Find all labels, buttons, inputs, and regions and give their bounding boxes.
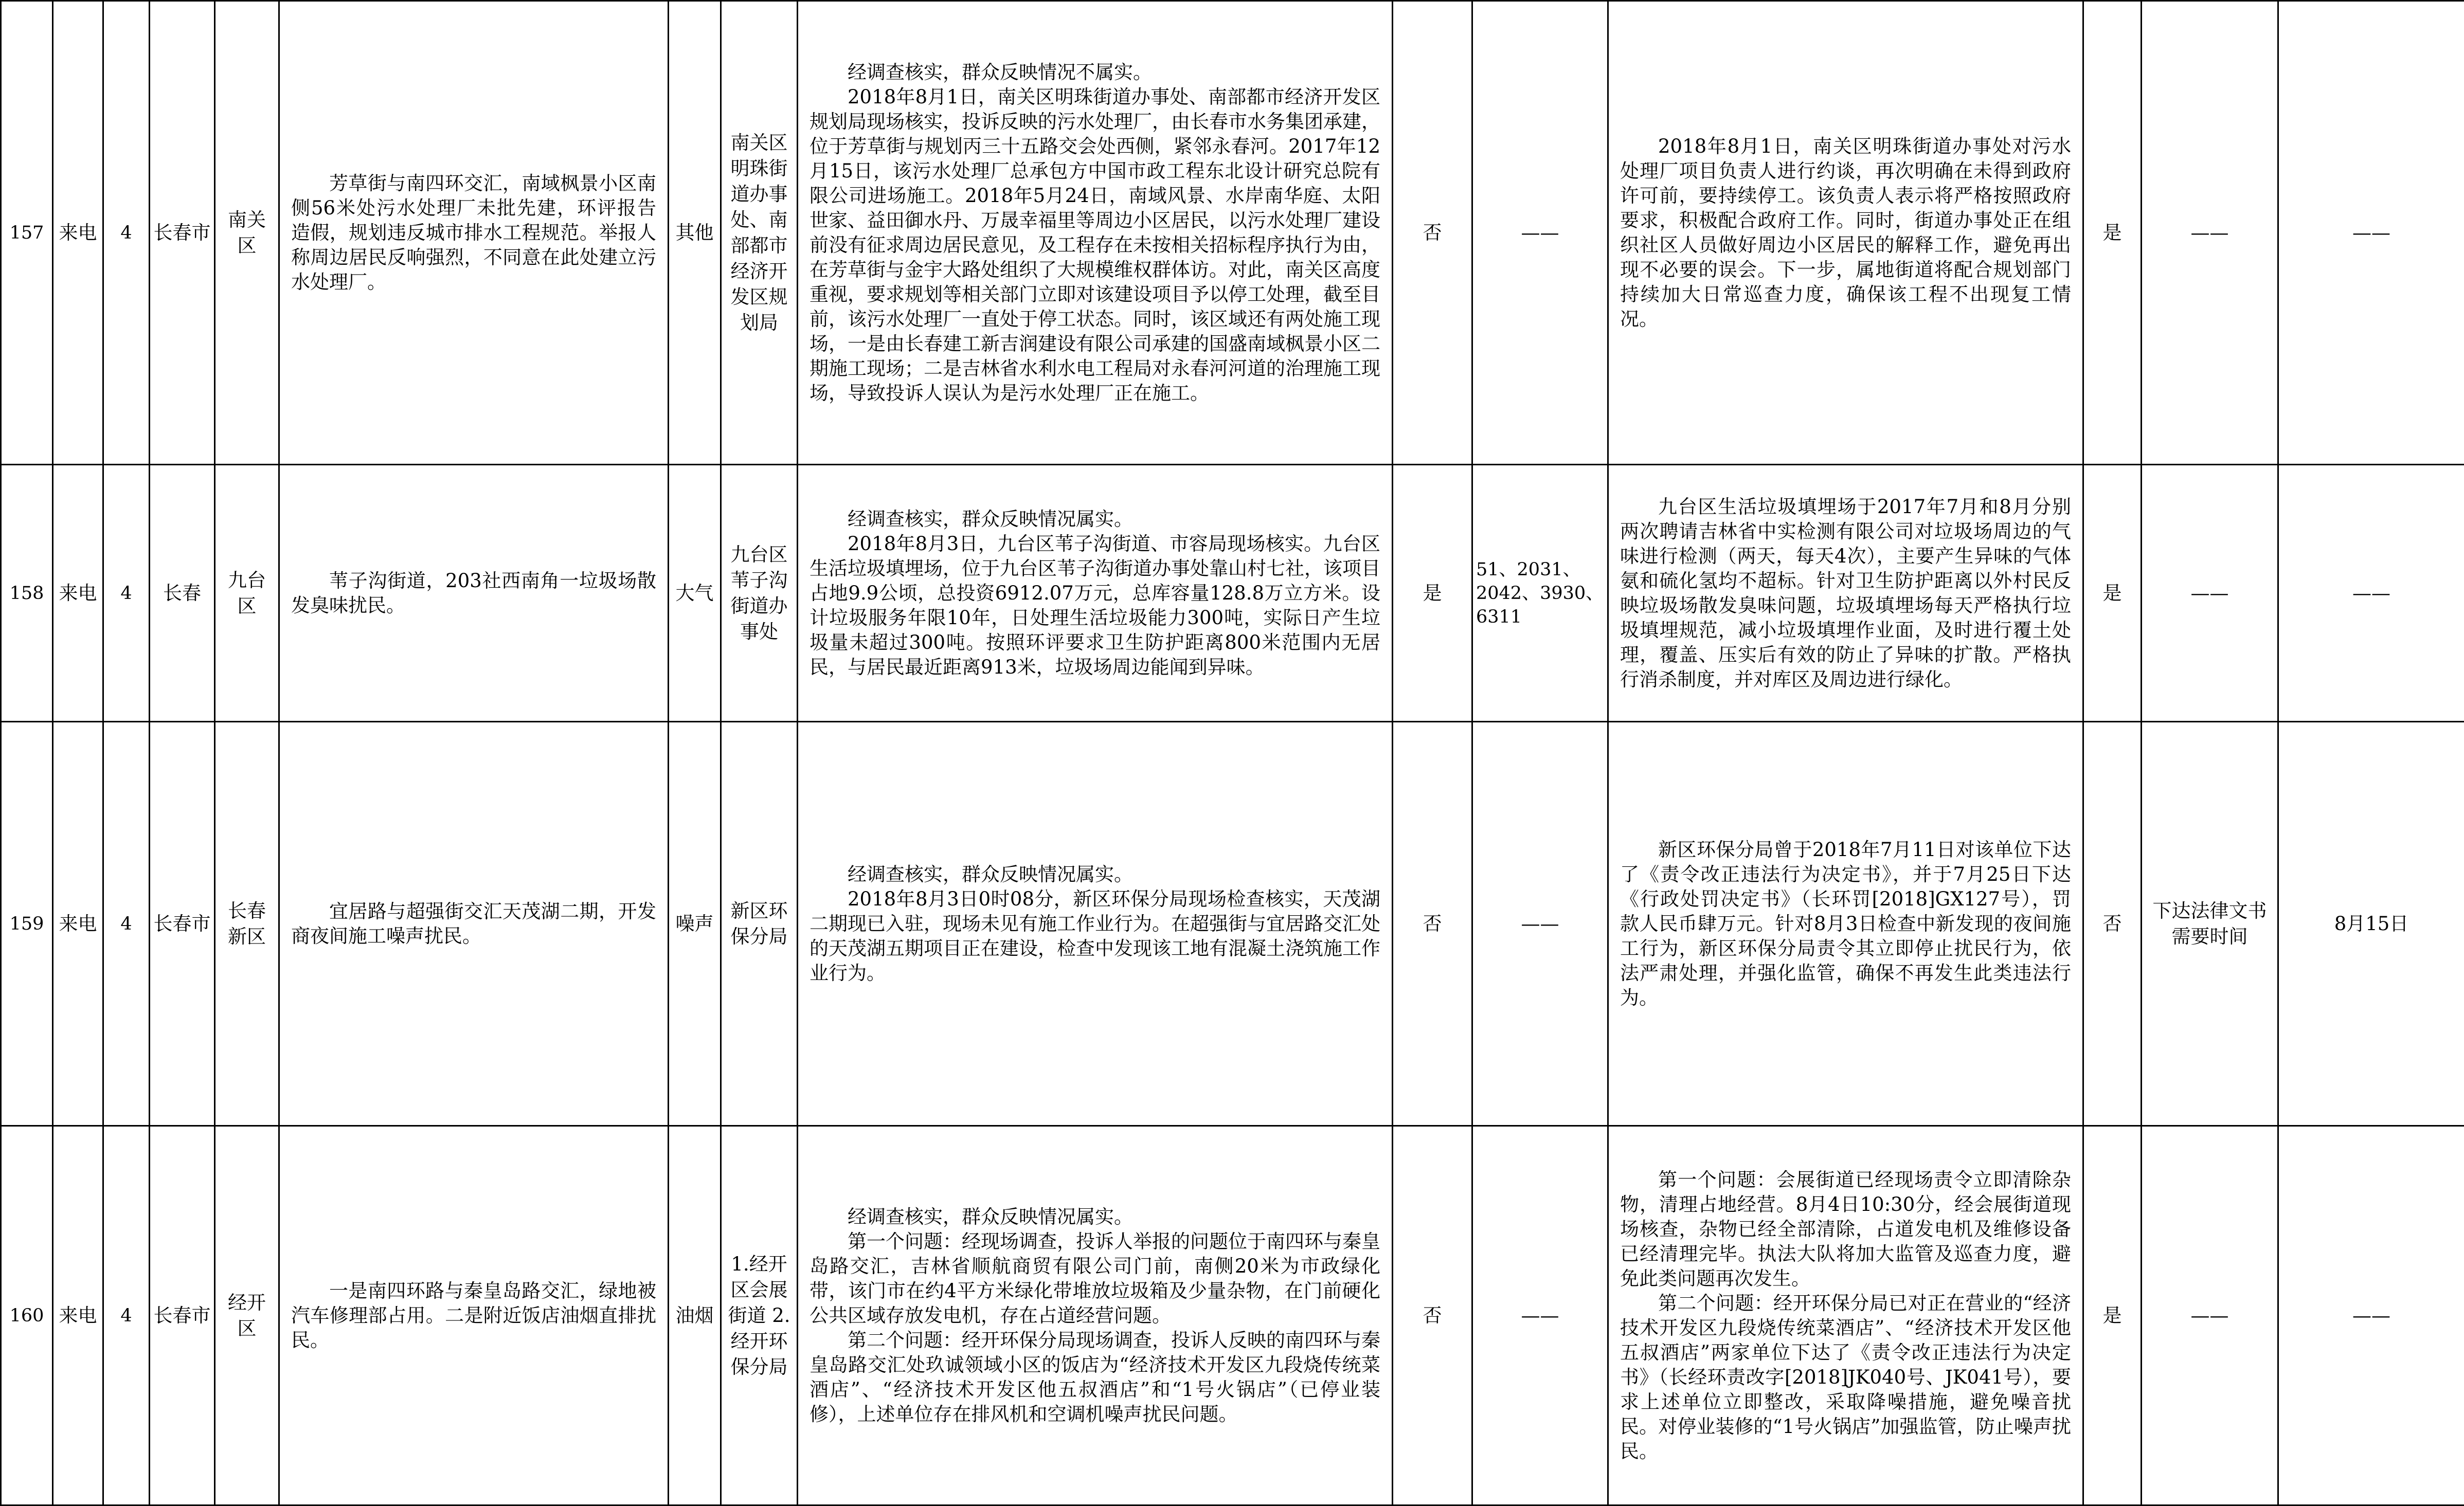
complaint-source: 来电 [53,465,103,722]
handling-unit: 九台区苇子沟街道办事处 [721,465,798,722]
batch-number: 4 [103,722,150,1126]
is-completed: 是 [2083,1126,2142,1505]
is-responsible: 是 [1393,465,1472,722]
pollution-type: 油烟 [669,1126,721,1505]
complaint-content [279,722,669,1126]
investigation-result [798,465,1393,722]
city: 长春市 [150,722,215,1126]
is-completed: 是 [2083,465,2142,722]
investigation-paragraph: 第二个问题：经开环保分局现场调查，投诉人反映的南四环与秦皇岛路交汇处玖诚领域小区的饭店为“经济技术开发区九段烧传统菜酒店”、“经济技术开发区他五叔酒店”和“1号火锅店”（已停业装修），上述单位存在排风机和空调机噪声扰民问题。 [810,1328,1380,1427]
batch-number: 4 [103,465,150,722]
investigation-result [798,1,1393,465]
complaint-text: 一是南四环路与秦皇岛路交汇，绿地被汽车修理部占用。二是附近饭店油烟直排扰民。 [291,1279,656,1353]
table-row [1,1126,2464,1505]
incomplete-reason: —— [2142,1,2278,465]
rectification-paragraph: 2018年8月1日，南关区明珠街道办事处对污水处理厂项目负责人进行约谈，再次明确在未得到政府许可前，要持续停工。该负责人表示将严格按照政府要求，积极配合政府工作。同时，街道办事处正在组织社区人员做好周边小区居民的解释工作，避免再出现不必要的误会。下一步，属地街道将配合规划部门持续加大日常巡查力度，确保该工程不出现复工情况。 [1620,134,2071,332]
completion-deadline: 8月15日 [2278,722,2464,1126]
penalty-info: 51、2031、2042、3930、6311 [1472,465,1608,722]
penalty-info: —— [1472,1,1608,465]
district: 长春新区 [215,722,279,1126]
district: 九台区 [215,465,279,722]
table-row [1,465,2464,722]
complaint-source: 来电 [53,1126,103,1505]
investigation-result [798,722,1393,1126]
row-number: 160 [1,1126,53,1505]
rectification-measures [1608,722,2083,1126]
rectification-measures [1608,465,2083,722]
investigation-paragraph: 经调查核实，群众反映情况属实。 [810,507,1380,532]
handling-unit: 1.经开区会展街道 2.经开环保分局 [721,1126,798,1505]
complaint-text: 芳草街与南四环交汇，南域枫景小区南侧56米处污水处理厂未批先建，环评报告造假，规划违反城市排水工程规范。举报人称周边居民反响强烈，不同意在此处建立污水处理厂。 [291,171,656,295]
complaint-content [279,465,669,722]
incomplete-reason: 下达法律文书需要时间 [2142,722,2278,1126]
investigation-paragraph: 2018年8月3日0时08分，新区环保分局现场检查核实，天茂湖二期现已入驻，现场未见有施工作业行为。在超强街与宜居路交汇处的天茂湖五期项目正在建设，检查中发现该工地有混凝土浇筑施工作业行为。 [810,887,1380,986]
completion-deadline: —— [2278,1126,2464,1505]
pollution-type: 其他 [669,1,721,465]
investigation-result [798,1126,1393,1505]
pollution-type: 噪声 [669,722,721,1126]
batch-number: 4 [103,1126,150,1505]
table-row [1,1,2464,465]
district: 经开区 [215,1126,279,1505]
is-completed: 否 [2083,722,2142,1126]
complaint-source: 来电 [53,722,103,1126]
rectification-paragraph: 新区环保分局曾于2018年7月11日对该单位下达了《责令改正违法行为决定书》，并于7月25日下达《行政处罚决定书》（长环罚[2018]GX127号），罚款人民币肆万元。针对8月3日检查中新发现的夜间施工行为，新区环保分局责令其立即停止扰民行为，依法严肃处理，并强化监管，确保不再发生此类违法行为。 [1620,838,2071,1010]
row-number: 159 [1,722,53,1126]
city: 长春市 [150,1,215,465]
batch-number: 4 [103,1,150,465]
pollution-type: 大气 [669,465,721,722]
rectification-paragraph: 第一个问题：会展街道已经现场责令立即清除杂物，清理占地经营。8月4日10:30分，经会展街道现场核查，杂物已经全部清除，占道发电机及维修设备已经清理完毕。执法大队将加大监管及巡查力度，避免此类问题再次发生。 [1620,1168,2071,1291]
handling-unit: 新区环保分局 [721,722,798,1126]
complaint-source: 来电 [53,1,103,465]
investigation-paragraph: 2018年8月1日，南关区明珠街道办事处、南部都市经济开发区规划局现场核实，投诉反映的污水处理厂，由长春市水务集团承建，位于芳草街与规划丙三十五路交会处西侧，紧邻永春河。2017年12月15日，该污水处理厂总承包方中国市政工程东北设计研究总院有限公司进场施工。2018年5月24日，南域风景、水岸南华庭、太阳世家、益田御水丹、万晟幸福里等周边小区居民，以污水处理厂建设前没有征求周边居民意见，及工程存在未按相关招标程序执行为由，在芳草街与金宇大路处组织了大规模维权群体访。对此，南关区高度重视，要求规划等相关部门立即对该建设项目予以停工处理，截至目前，该污水处理厂一直处于停工状态。同时，该区域还有两处施工现场，一是由长春建工新吉润建设有限公司承建的国盛南域枫景小区二期施工现场；二是吉林省水利水电工程局对永春河河道的治理施工现场，导致投诉人误认为是污水处理厂正在施工。 [810,85,1380,406]
investigation-paragraph: 第一个问题：经现场调查，投诉人举报的问题位于南四环与秦皇岛路交汇，吉林省顺航商贸有限公司门前，南侧20米为市政绿化带，该门市在约4平方米绿化带堆放垃圾箱及少量杂物，在门前硬化公共区域存放发电机，存在占道经营问题。 [810,1229,1380,1328]
completion-deadline: —— [2278,1,2464,465]
district: 南关区 [215,1,279,465]
is-responsible: 否 [1393,1126,1472,1505]
complaint-text: 宜居路与超强街交汇天茂湖二期，开发商夜间施工噪声扰民。 [291,899,656,949]
investigation-paragraph: 经调查核实，群众反映情况不属实。 [810,60,1380,85]
investigation-paragraph: 2018年8月3日，九台区苇子沟街道、市容局现场核实。九台区生活垃圾填埋场，位于九台区苇子沟街道办事处靠山村七社，该项目占地9.9公顷，总投资6912.07万元，总库容量128.8万立方米。设计垃圾服务年限10年，日处理生活垃圾能力300吨，实际日产生垃圾量未超过300吨。按照环评要求卫生防护距离800米范围内无居民，与居民最近距离913米，垃圾场周边能闻到异味。 [810,532,1380,680]
is-completed: 是 [2083,1,2142,465]
handling-unit: 南关区明珠街道办事处、南部都市经济开发区规划局 [721,1,798,465]
rectification-paragraph: 第二个问题：经开环保分局已对正在营业的“经济技术开发区九段烧传统菜酒店”、“经济技术开发区他五叔酒店”两家单位下达了《责令改正违法行为决定书》（长经环责改字[2018]JK040号、JK041号），要求上述单位立即整改，采取降噪措施，避免噪音扰民。对停业装修的“1号火锅店”加强监管，防止噪声扰民。 [1620,1291,2071,1464]
row-number: 157 [1,1,53,465]
city: 长春 [150,465,215,722]
rectification-measures [1608,1126,2083,1505]
incomplete-reason: —— [2142,1126,2278,1505]
is-responsible: 否 [1393,1,1472,465]
completion-deadline: —— [2278,465,2464,722]
investigation-paragraph: 经调查核实，群众反映情况属实。 [810,1205,1380,1229]
complaint-content [279,1,669,465]
penalty-info: —— [1472,722,1608,1126]
rectification-paragraph: 九台区生活垃圾填埋场于2017年7月和8月分别两次聘请吉林省中实检测有限公司对垃圾场周边的气味进行检测（两天，每天4次），主要产生异味的气体氨和硫化氢均不超标。针对卫生防护距离以外村民反映垃圾场散发臭味问题，垃圾填埋场每天严格执行垃圾填埋规范，减小垃圾填埋作业面，及时进行覆土处理，覆盖、压实后有效的防止了异味的扩散。严格执行消杀制度，并对库区及周边进行绿化。 [1620,495,2071,692]
city: 长春市 [150,1126,215,1505]
is-responsible: 否 [1393,722,1472,1126]
complaint-content [279,1126,669,1505]
investigation-paragraph: 经调查核实，群众反映情况属实。 [810,862,1380,887]
rectification-measures [1608,1,2083,465]
penalty-info: —— [1472,1126,1608,1505]
table-row [1,722,2464,1126]
complaint-text: 苇子沟街道，203社西南角一垃圾场散发臭味扰民。 [291,569,656,618]
incomplete-reason: —— [2142,465,2278,722]
row-number: 158 [1,465,53,722]
